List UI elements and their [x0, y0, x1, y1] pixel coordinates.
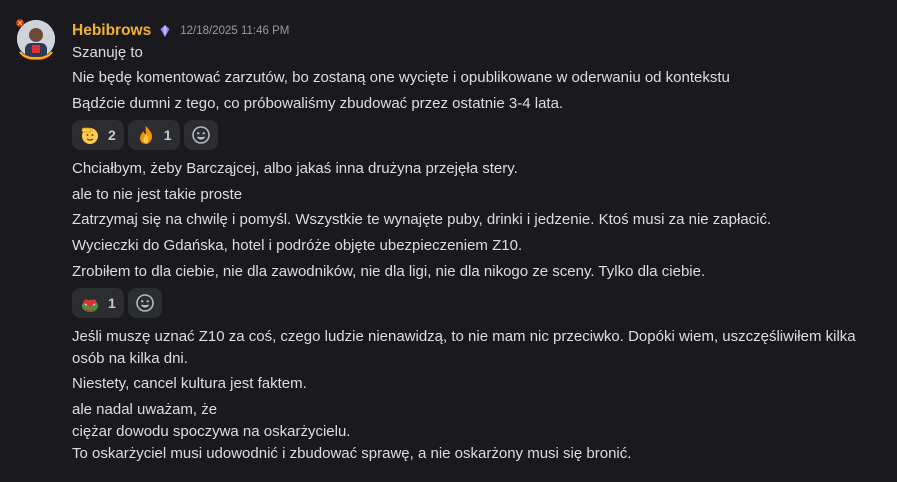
- message-line: ale nadal uważam, że: [72, 401, 218, 418]
- add-reaction-icon: [135, 293, 155, 313]
- reaction-count: 2: [108, 127, 116, 143]
- message-line: Zatrzymaj się na chwilę i pomyśl. Wszystkie te wynajęte puby, drinki i jedzenie. Ktoś musi za nie zapłacić.: [72, 211, 772, 228]
- message-header: [72, 20, 289, 42]
- message-line: Niestety, cancel kultura jest faktem.: [72, 375, 307, 392]
- avatar[interactable]: [14, 17, 58, 61]
- reaction-pepe-heart[interactable]: [72, 288, 124, 318]
- add-reaction-button[interactable]: [128, 288, 162, 318]
- timestamp[interactable]: 12/18/2025 11:46 PM: [180, 25, 290, 37]
- reaction-bar: [72, 120, 218, 150]
- message-line: To oskarżyciel musi udowodnić i zbudować sprawę, a nie oskarżony musi się bronić.: [72, 445, 632, 462]
- avatar-image: [14, 17, 58, 61]
- message-line: Wycieczki do Gdańska, hotel i podróże objęte ubezpieczeniem Z10.: [72, 237, 523, 254]
- message-line: Szanuję to: [72, 44, 143, 61]
- reaction-fire[interactable]: [128, 120, 180, 150]
- message-line: Zrobiłem to dla ciebie, nie dla zawodników, nie dla ligi, nie dla nikogo ze sceny. Tylko dla ciebie.: [72, 263, 706, 280]
- add-reaction-icon: [191, 125, 211, 145]
- message-line: Bądźcie dumni z tego, co próbowaliśmy zbudować przez ostatnie 3-4 lata.: [72, 95, 564, 112]
- purple-gem-icon[interactable]: [159, 24, 171, 38]
- saluting-face-icon: [80, 125, 100, 145]
- reaction-count: 1: [108, 295, 116, 311]
- message-line: ale to nie jest takie proste: [72, 186, 243, 203]
- reaction-count: 1: [163, 127, 172, 143]
- username[interactable]: Hebibrows: [72, 22, 152, 39]
- message-line: ciężar dowodu spoczywa na oskarżycielu.: [72, 423, 351, 440]
- fire-icon: [136, 125, 156, 145]
- reaction-bar: [72, 288, 162, 318]
- message-line: Nie będę komentować zarzutów, bo zostaną one wycięte i opublikowane w oderwaniu od kontekstu: [72, 69, 730, 86]
- add-reaction-button[interactable]: [184, 120, 218, 150]
- pepe-heart-icon: [80, 293, 100, 313]
- reaction-saluting[interactable]: [72, 120, 124, 150]
- message-line: Jeśli muszę uznać Z10 za coś, czego ludzie nienawidzą, to nie mam nic przeciwko. Dopóki wiem, uszczęśliwiłem kilka osób na kilka dni.: [72, 328, 856, 367]
- message-line: Chciałbym, żeby Barcząjcej, albo jakaś inna drużyna przejęła stery.: [72, 160, 518, 177]
